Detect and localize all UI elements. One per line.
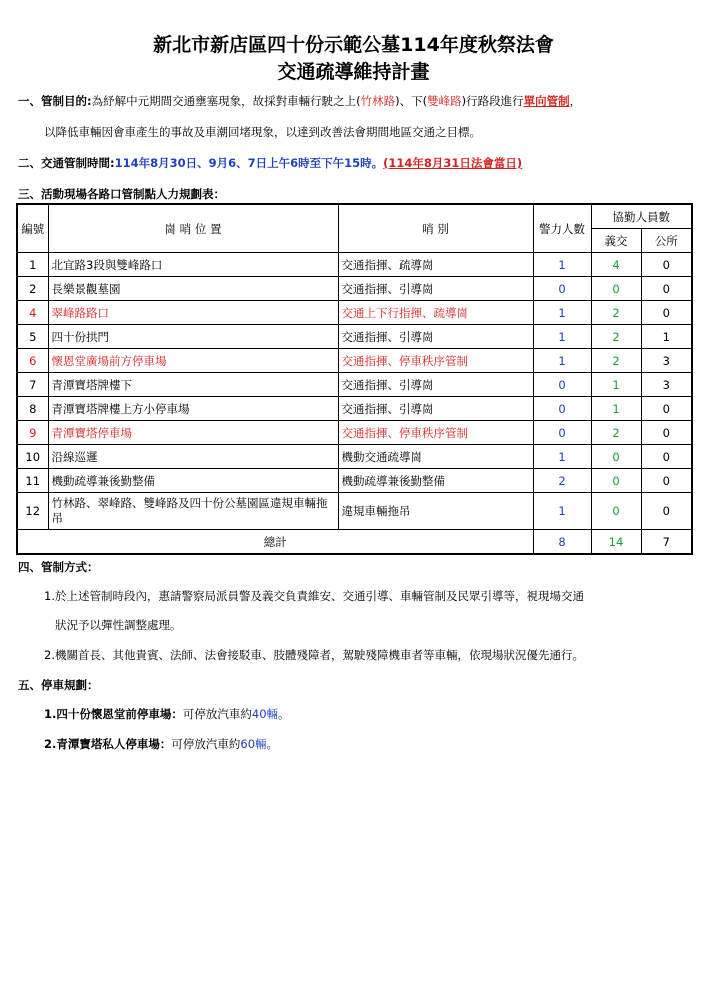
table-row — [17, 397, 692, 421]
road-up: 竹林路 — [360, 94, 396, 108]
row-type: 交通指揮、引導崗 — [338, 325, 533, 349]
section1-line2: 以降低車輛因會車產生的事故及車潮回堵現象，以達到改善法會期間地區交通之目標。 — [44, 125, 481, 139]
row-volunteer: 2 — [591, 421, 641, 445]
parking-count-2: 60輛 — [240, 737, 267, 751]
manpower-table — [16, 203, 693, 555]
header-civil: 公所 — [641, 229, 692, 253]
total-civil: 7 — [641, 530, 692, 555]
table-row — [17, 253, 692, 277]
table-body — [17, 253, 692, 530]
section3-label: 三、活動現場各路口管制點人力規劃表： — [18, 187, 225, 201]
row-police: 1 — [533, 253, 591, 277]
row-police: 1 — [533, 493, 591, 530]
total-label: 總計 — [17, 530, 533, 555]
ceremony-day: (114年8月31日法會當日) — [383, 156, 523, 170]
section4-item2: 2.機關首長、其他貴賓、法師、法會接駁車、肢體殘障者，駕駛殘障機車者等車輛，依現場狀況優先通行。 — [44, 648, 584, 662]
table-row — [17, 277, 692, 301]
row-no: 12 — [17, 493, 48, 530]
header-type: 哨 別 — [338, 204, 533, 253]
total-row — [17, 530, 692, 555]
row-police: 0 — [533, 373, 591, 397]
row-police: 1 — [533, 349, 591, 373]
row-no: 4 — [17, 301, 48, 325]
table-row — [17, 445, 692, 469]
road-down: 雙峰路 — [427, 94, 462, 108]
section1-label: 一、管制目的: — [18, 94, 92, 108]
total-police: 8 — [533, 530, 591, 555]
row-no: 1 — [17, 253, 48, 277]
table-row — [17, 349, 692, 373]
table-row — [17, 469, 692, 493]
row-no: 2 — [17, 277, 48, 301]
header-volunteer: 義交 — [591, 229, 641, 253]
row-police: 0 — [533, 277, 591, 301]
table-row — [17, 373, 692, 397]
row-type: 交通上下行指揮、疏導崗 — [338, 301, 533, 325]
row-civil: 3 — [641, 373, 692, 397]
row-no: 5 — [17, 325, 48, 349]
row-civil: 0 — [641, 301, 692, 325]
section4-label: 四、管制方式： — [18, 560, 99, 574]
row-civil: 0 — [641, 253, 692, 277]
row-no: 7 — [17, 373, 48, 397]
row-civil: 3 — [641, 349, 692, 373]
row-post: 青潭寶塔牌樓上方小停車場 — [48, 397, 338, 421]
row-volunteer: 4 — [591, 253, 641, 277]
row-type: 交通指揮、停車秩序管制 — [338, 421, 533, 445]
row-type: 機動交通疏導崗 — [338, 445, 533, 469]
row-volunteer: 1 — [591, 397, 641, 421]
row-type: 交通指揮、停車秩序管制 — [338, 349, 533, 373]
row-police: 1 — [533, 301, 591, 325]
section4-item1-line1: 1.於上述管制時段內，惠請警察局派員警及義交負責維安、交通引導、車輛管制及民眾引導等，視現場交通 — [44, 589, 584, 603]
table-row — [17, 493, 692, 530]
total-volunteer: 14 — [591, 530, 641, 555]
row-post: 沿線巡邏 — [48, 445, 338, 469]
row-type: 交通指揮、引導崗 — [338, 277, 533, 301]
one-way-control: 單向管制 — [523, 94, 570, 108]
control-time: 114年8月30日、9月6、7日上午6時至下午15時。 — [114, 156, 384, 170]
row-volunteer: 0 — [591, 445, 641, 469]
section2-label: 二、交通管制時間: — [18, 156, 115, 170]
row-post: 四十份拱門 — [48, 325, 338, 349]
row-civil: 0 — [641, 397, 692, 421]
row-no: 8 — [17, 397, 48, 421]
row-volunteer: 0 — [591, 469, 641, 493]
header-post: 崗 哨 位 置 — [48, 204, 338, 253]
row-post: 翠峰路路口 — [48, 301, 338, 325]
section1-line1: 一、管制目的:為紓解中元期間交通壅塞現象，故採對車輛行駛之上(竹林路)、下(雙峰路)行路段進行單向管制， — [18, 94, 582, 108]
row-type: 交通指揮、疏導崗 — [338, 253, 533, 277]
table-row — [17, 421, 692, 445]
row-post: 青潭寶塔牌樓下 — [48, 373, 338, 397]
row-type: 交通指揮、引導崗 — [338, 397, 533, 421]
row-type: 機動疏導兼後勤整備 — [338, 469, 533, 493]
row-volunteer: 0 — [591, 277, 641, 301]
row-post: 長樂景觀墓園 — [48, 277, 338, 301]
row-post: 機動疏導兼後勤整備 — [48, 469, 338, 493]
row-type: 交通指揮、引導崗 — [338, 373, 533, 397]
row-police: 0 — [533, 397, 591, 421]
header-assist: 協勤人員數 — [591, 204, 692, 229]
header-police: 警力人數 — [533, 204, 591, 253]
row-volunteer: 1 — [591, 373, 641, 397]
row-police: 1 — [533, 325, 591, 349]
row-no: 10 — [17, 445, 48, 469]
row-volunteer: 2 — [591, 325, 641, 349]
row-post: 竹林路、翠峰路、雙峰路及四十份公墓園區違規車輛拖吊 — [48, 493, 338, 530]
row-no: 11 — [17, 469, 48, 493]
document-title: 新北市新店區四十份示範公墓114年度秋祭法會 — [153, 34, 554, 56]
section5-label: 五、停車規劃： — [18, 678, 99, 692]
document-subtitle: 交通疏導維持計畫 — [277, 61, 430, 83]
parking-item1: 1.四十份懷恩堂前停車場：可停放汽車約40輛。 — [44, 707, 290, 721]
section4-item1-line2: 狀況予以彈性調整處理。 — [55, 618, 182, 632]
row-civil: 0 — [641, 469, 692, 493]
table-row — [17, 325, 692, 349]
parking-item2: 2.青潭寶塔私人停車場：可停放汽車約60輛。 — [44, 737, 279, 751]
row-volunteer: 2 — [591, 301, 641, 325]
row-type: 違規車輛拖吊 — [338, 493, 533, 530]
row-no: 6 — [17, 349, 48, 373]
parking-count-1: 40輛 — [251, 707, 279, 721]
row-post: 北宜路3段與雙峰路口 — [48, 253, 338, 277]
row-civil: 1 — [641, 325, 692, 349]
row-volunteer: 0 — [591, 493, 641, 530]
row-post: 青潭寶塔停車場 — [48, 421, 338, 445]
row-police: 0 — [533, 421, 591, 445]
section2-line — [18, 155, 522, 171]
row-police: 2 — [533, 469, 591, 493]
row-post: 懷恩堂廣場前方停車場 — [48, 349, 338, 373]
row-civil: 0 — [641, 421, 692, 445]
row-volunteer: 2 — [591, 349, 641, 373]
row-civil: 0 — [641, 277, 692, 301]
row-police: 1 — [533, 445, 591, 469]
header-no: 編號 — [17, 204, 48, 253]
row-civil: 0 — [641, 493, 692, 530]
row-no: 9 — [17, 421, 48, 445]
table-row — [17, 301, 692, 325]
row-civil: 0 — [641, 445, 692, 469]
